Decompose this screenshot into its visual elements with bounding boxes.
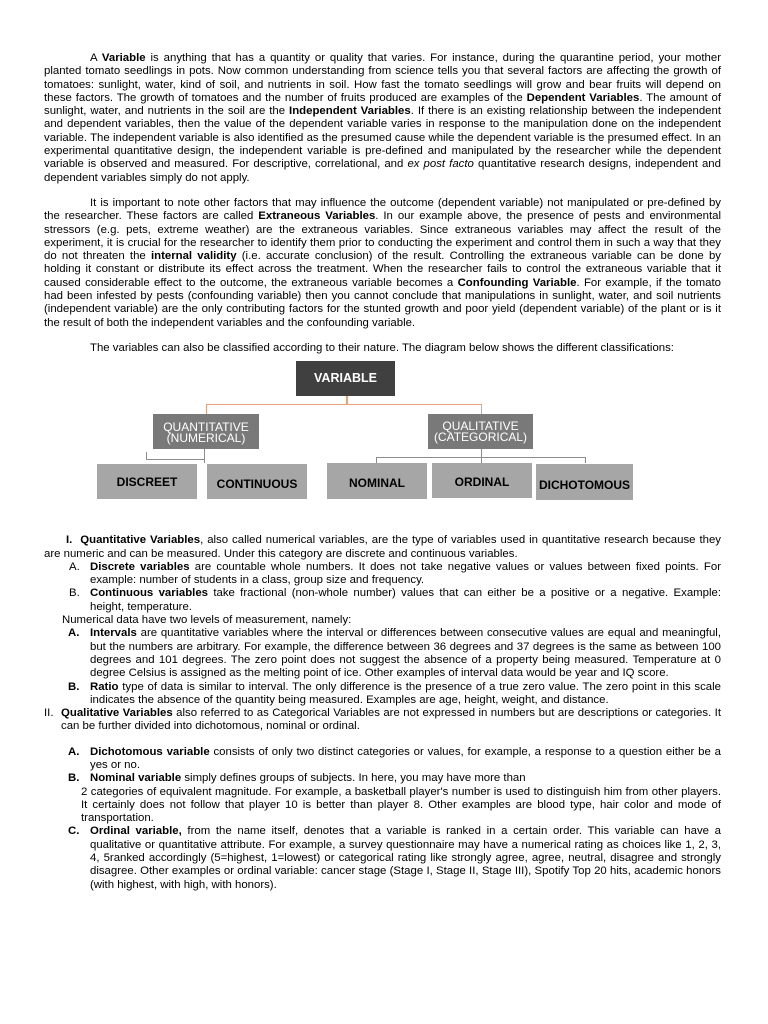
paragraph-extraneous-variables: It is important to note other factors that may influence the outcome (dependent variable) not manipulated or pre-defined by the researcher. These factors are called Extraneous Variables. In our example above, the presence of pests and environmental stressors (e.g. pets, extreme weather) are the extraneous variables. Since extraneous variables may affect the result of the experiment, it is crucial for the researcher to identify them prior to conducting the experiment and control them in such a way that they do not threaten the internal validity (i.e. accurate conclusion) of the result. Controlling the extraneous variable can be done by holding it constant or distribute its effect across the treatment. When the researcher fails to control the extraneous variable that it caused considerable effect to the outcome, the extraneous variable becomes a Confounding Variable. For example, if the tomato had been infested by pests (confounding variable) then you cannot conclude that manipulations in sunlight, water, and soil nutrients (independent variable) are the only contributing factors for the stunted growth and poor yield (dependent variable) of the plant or is it the result of both the independent variables and the confounding variable. [44, 196, 722, 329]
list-item: A. Dichotomous variable consists of only two distinct categories or values, for example, a response to a question either be a yes or no. [68, 745, 721, 771]
measurement-levels-intro: Numerical data have two levels of measurement, namely: [62, 614, 352, 627]
paragraph-variable-definition: A Variable is anything that has a quantity or quality that varies. For instance, during the quarantine period, your mother planted tomato seedlings in pots. Now common understanding from science tells you that several factors are affecting the growth of tomatoes: sunlight, water, kind of soil, and nutrients in soil. How fast the tomato seedlings will grow and bear fruits will depend on these factors. The growth of tomatoes and the number of fruits produced are examples of the Dependent Variables. The amount of sunlight, water, and nutrients in the soil are the Independent Variables. If there is an existing relationship between the independent and dependent variables, then the value of the dependent variable varies in response to the manipulation done on the independent variable. The independent variable is also identified as the presumed cause while the dependent variable is the presumed effect. In an experimental quantitative design, the independent variable is pre-defined and manipulated by the researcher while the dependent variable is observed and measured. For descriptive, correlational, and ex post facto quantitative research designs, independent and dependent variables simply do not apply. [44, 52, 721, 184]
qualitative-section [44, 707, 721, 892]
list-item: B. Continuous variables take fractional (non-whole number) values that can either be a positive or a negative. Example: height, temperature. [69, 587, 722, 613]
paragraph-classification-intro: The variables can also be classified according to their nature. The diagram below shows the different classifications: [90, 341, 674, 354]
discreet-node: DISCREET [97, 464, 197, 499]
quantitative-node: QUANTITATIVE (NUMERICAL) [153, 414, 259, 449]
list-item: B. Nominal variable simply defines groups of subjects. In here, you may have more than [68, 772, 526, 785]
list-item: B. Ratio type of data is similar to interval. The only difference is the presence of a true zero value. The zero point in this scale indicates the absence of the quantity being measured. Examples are age, height, weight, and distance. [68, 680, 721, 706]
ordinal-node: ORDINAL [432, 463, 532, 498]
dichotomous-node: DICHOTOMOUS [536, 464, 633, 500]
list-item: A. Discrete variables are countable whole numbers. It does not take negative values or values between fixed points. For example: number of students in a class, group size and frequency. [69, 560, 721, 587]
quantitative-heading: I. Quantitative Variables, also called numerical variables, are the type of variables used in quantitative research because they are numeric and can be measured. Under this category are discrete and continuous variables. [44, 534, 721, 560]
nominal-node: NOMINAL [327, 463, 427, 499]
list-item: A. Intervals are quantitative variables where the interval or differences between consecutive values are equal and meaningful, but the numbers are arbitrary. For example, the difference between 36 degrees and 37 degrees is the same as between 100 degrees and 101 degrees. The zero point does not suggest the absence of a property being measured. Temperature at 0 degree Celsius is assigned as the melting point of ice. Other examples of interval data would be year and IQ score. [68, 627, 721, 680]
list-item: C. Ordinal variable, from the name itself, denotes that a variable is ranked in a certain order. This variable can have a qualitative or quantitative attribute. For example, a survey questionnaire may have a numerical rating as choices like 1, 2, 3, 4, 5ranked accordingly (5=highest, 1=lowest) or categorical rating like strongly agree, agree, neutral, disagree and strongly disagree. Other examples or ordinal variable: cancer stage (Stage I, Stage II, Stage III), Spotify Top 20 hits, academic honors (with highest, with high, with honors). [68, 825, 721, 891]
qualitative-node: QUALITATIVE (CATEGORICAL) [428, 414, 533, 449]
variable-node: VARIABLE [296, 361, 395, 396]
document-page [44, 52, 721, 892]
quantitative-section [44, 534, 721, 707]
variable-classification-diagram [44, 356, 721, 534]
nominal-continuation: 2 categories of equivalent magnitude. For example, a basketball player's number is used to distinguish him from other players. It certainly does not follow that player 10 is better than player 8. Other examples are blood type, hair color and mode of transportation. [81, 785, 721, 825]
continuous-node: CONTINUOUS [207, 464, 307, 499]
qualitative-heading: II. Qualitative Variables also referred to as Categorical Variables are not expressed in numbers but are descriptions or categories. It can be further divided into dichotomous, nominal or ordinal. [44, 707, 722, 733]
